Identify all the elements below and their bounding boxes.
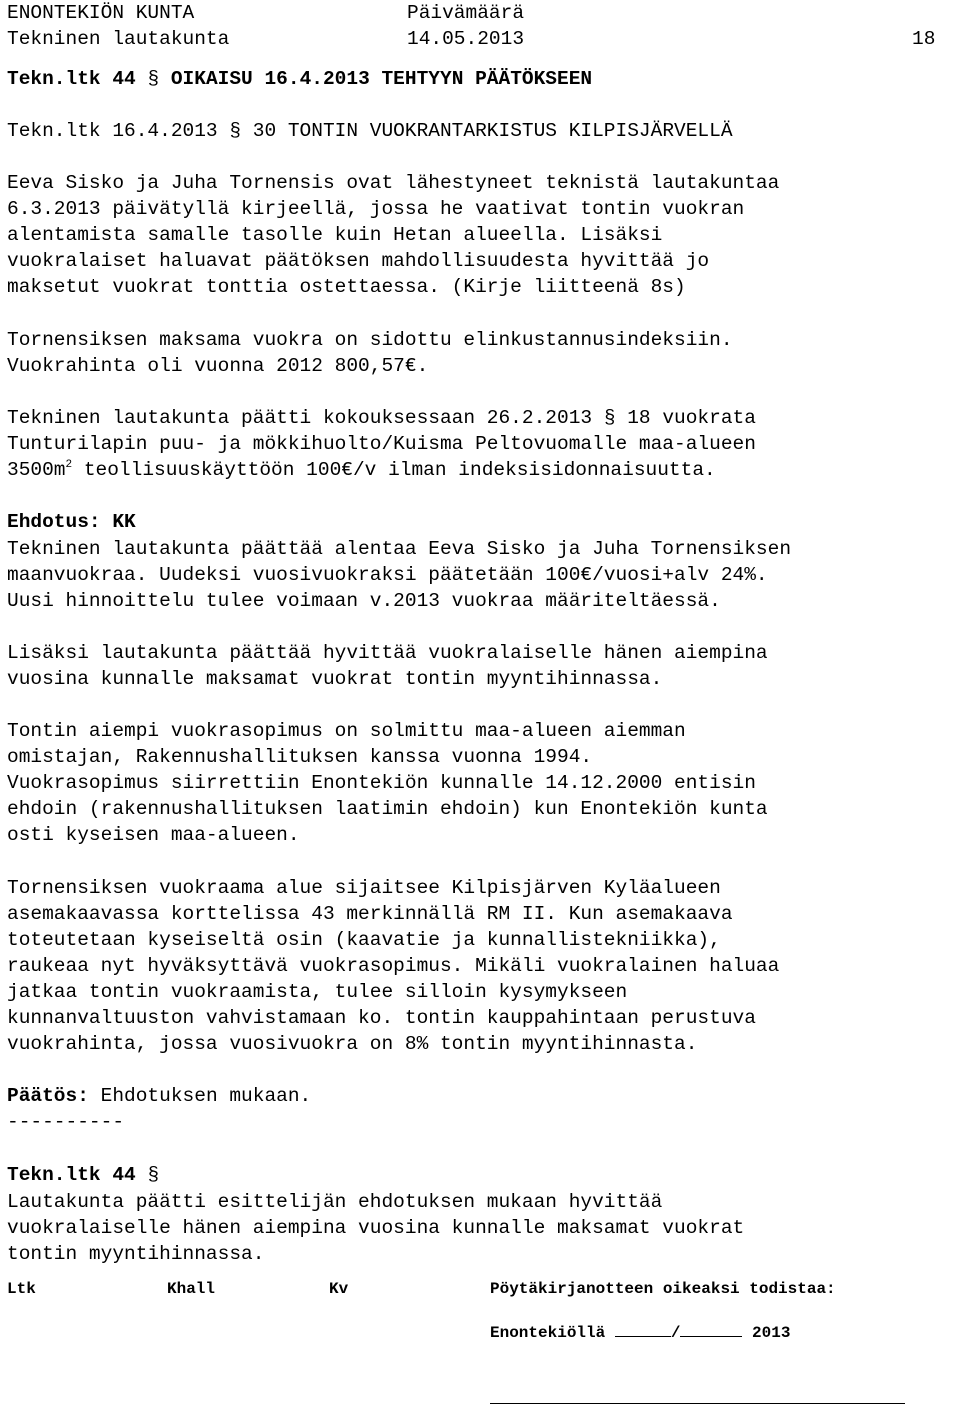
footer-place-date: Enontekiöllä / 2013: [490, 1324, 791, 1342]
text-line: Tekninen lautakunta päättää alentaa Eeva Sisko ja Juha Tornensiksen: [7, 538, 792, 560]
text-line: Uusi hinnoittelu tulee voimaan v.2013 vuokraa määriteltäessä.: [7, 590, 721, 612]
text-line: vuokrahinta, jossa vuosivuokra on 8% tontin myyntihinnasta.: [7, 1033, 698, 1055]
text-line: 6.3.2013 päivätyllä kirjeellä, jossa he vaativat tontin vuokran: [7, 198, 745, 220]
footer-ltk: Ltk: [7, 1280, 36, 1298]
text-line: Vuokrasopimus siirrettiin Enontekiön kunnalle 14.12.2000 entisin: [7, 772, 756, 794]
text-line: vuokralaiselle hänen aiempina vuosina kunnalle maksamat vuokrat: [7, 1217, 745, 1239]
text-line: vuosina kunnalle maksamat vuokrat tontin myyntihinnassa.: [7, 668, 663, 690]
place-label: Enontekiöllä: [490, 1324, 606, 1342]
text-line: Eeva Sisko ja Juha Tornensis ovat lähestyneet teknistä lautakuntaa: [7, 172, 780, 194]
reference-line: Tekn.ltk 16.4.2013 § 30 TONTIN VUOKRANTARKISTUS KILPISJÄRVELLÄ: [7, 120, 733, 142]
text-line: Tornensiksen vuokraama alue sijaitsee Kilpisjärven Kyläalueen: [7, 877, 721, 899]
text-line: Lautakunta päätti esittelijän ehdotuksen mukaan hyvittää: [7, 1191, 663, 1213]
text-line: Lisäksi lautakunta päättää hyvittää vuokralaiselle hänen aiempina: [7, 642, 768, 664]
month-blank: [680, 1322, 742, 1337]
footer-kv: Kv: [329, 1280, 349, 1298]
footer-khall: Khall: [167, 1280, 216, 1298]
text-line: tontin myyntihinnassa.: [7, 1243, 265, 1265]
text-line: kunnanvaltuuston vahvistamaan ko. tontin kauppahintaan perustuva: [7, 1007, 756, 1029]
signature-line: [490, 1403, 905, 1404]
text-line: omistajan, Rakennushallituksen kanssa vuonna 1994.: [7, 746, 593, 768]
header-line-1: [7, 0, 525, 26]
section-symbol: §: [147, 68, 160, 90]
text-line: raukeaa nyt hyväksyttävä vuokrasopimus. Mikäli vuokralainen haluaa: [7, 955, 780, 977]
section-symbol: §: [229, 120, 242, 142]
text-line: alentamista samalle tasolle kuin Hetan alueella. Lisäksi: [7, 224, 663, 246]
text-line: Tornensiksen maksama vuokra on sidottu elinkustannusindeksiin.: [7, 329, 733, 351]
decision-text: Ehdotuksen mukaan.: [100, 1085, 312, 1107]
text-line: maanvuokraa. Uudeksi vuosivuokraksi päätetään 100€/vuosi+alv 24%.: [7, 564, 768, 586]
meeting-date: 14.05.2013: [407, 28, 525, 50]
page-number: 18: [912, 28, 936, 50]
text-line: asemakaavassa korttelissa 43 merkinnällä RM II. Kun asemakaava: [7, 903, 733, 925]
text-line: Tontin aiempi vuokrasopimus on solmittu maa-alueen aiemman: [7, 720, 686, 742]
footer-certify: Pöytäkirjanotteen oikeaksi todistaa:: [490, 1280, 836, 1298]
section-symbol: §: [147, 1164, 160, 1186]
text-line: Tunturilapin puu- ja mökkihuolto/Kuisma Peltovuomalle maa-alueen: [7, 433, 756, 455]
text-line: $3500m^2$ teollisuuskäyttöön 100€/v ilman indeksisidonnaisuutta.: [7, 459, 716, 481]
text-line: maksetut vuokrat tonttia ostettaessa. (Kirje liitteenä 8s): [7, 276, 686, 298]
day-blank: [615, 1322, 671, 1337]
text-line: Vuokrahinta oli vuonna 2012 800,57€.: [7, 355, 429, 377]
item-heading: Tekn.ltk 44 § OIKAISU 16.4.2013 TEHTYYN PÄÄTÖKSEEN: [7, 68, 593, 90]
date-label: Päivämäärä: [407, 2, 525, 24]
text-line: vuokralaiset haluavat päätöksen mahdollisuudesta hyvittää jo: [7, 250, 710, 272]
decision-line: [7, 1083, 311, 1109]
section-symbol: §: [603, 407, 616, 429]
text-line: toteutetaan kyseiseltä osin (kaavatie ja kunnallistekniikka),: [7, 929, 721, 951]
separator-line: ----------: [7, 1111, 125, 1133]
text-line: jatkaa tontin vuokraamista, tulee silloin kysymykseen: [7, 981, 628, 1003]
proposal-label: Ehdotus: KK: [7, 511, 136, 533]
decision-label: Päätös:: [7, 1085, 89, 1107]
header-line-2: [7, 26, 936, 52]
text-line: ehdoin (rakennushallituksen laatimin ehdoin) kun Enontekiön kunta: [7, 798, 768, 820]
org-name: ENONTEKIÖN KUNTA: [7, 2, 195, 24]
committee-name: Tekninen lautakunta: [7, 28, 230, 50]
text-line: osti kyseisen maa-alueen.: [7, 824, 300, 846]
followup-heading: Tekn.ltk 44 §: [7, 1164, 160, 1186]
text-line: Tekninen lautakunta päätti kokouksessaan 26.2.2013 § 18 vuokrata: [7, 407, 756, 429]
superscript-2: 2: [65, 459, 73, 471]
